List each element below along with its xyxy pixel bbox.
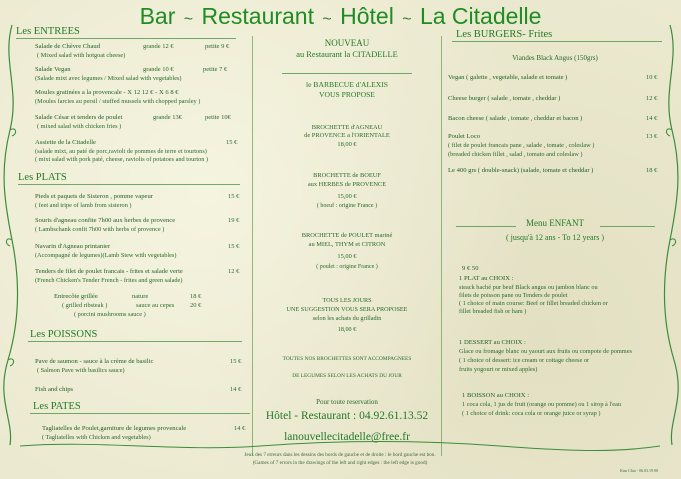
item-price: 12 € bbox=[646, 95, 658, 102]
item-price: 15 € bbox=[226, 139, 238, 146]
menu-item-name: Salade de Chèvre Chaud bbox=[35, 43, 101, 50]
menu-item-name: Salade César et tenders de poulet bbox=[35, 114, 123, 121]
menu-item-translation: ( Lambschank confit 7h00 with herbs of provence ) bbox=[35, 226, 165, 233]
menu-item-translation: (breaded chicken fillet , salad , tomato and coleslaw ) bbox=[448, 151, 583, 158]
footer-note: Jeux des 7 erreurs dans les dessins des bords de gauche et de droite : le bord gauche est bon. bbox=[244, 452, 436, 458]
item-price: grande 13€ bbox=[153, 114, 183, 121]
item-price: 14 € bbox=[646, 115, 658, 122]
brochette-agneau-name: BROCHETTE d'AGNEAU bbox=[311, 124, 383, 131]
menu-item-name: Souris d'agneau confite 7h00 aux herbes de provence bbox=[35, 217, 176, 224]
nouveau-subheading: au Restaurant la CITADELLE bbox=[296, 50, 398, 59]
enfant-subheading: ( jusqu'à 12 ans - To 12 years ) bbox=[505, 233, 605, 242]
poissons-rule bbox=[28, 341, 242, 342]
enfant-dessert-line: Glace ou fromage blanc ou yaourt aux fruits ou compote de pommes bbox=[459, 348, 632, 355]
menu-item-name: Assiette de la Citadelle bbox=[35, 139, 96, 146]
brochette-agneau-detail: de PROVENCE a l'ORIENTALE bbox=[304, 132, 390, 139]
item-price: 19 € bbox=[228, 217, 240, 224]
menu-item-name: Tenders de filet de poulet francais - frites et salade verte bbox=[35, 268, 183, 275]
footer-credit: Kim Chia - 06.03.19.90 bbox=[620, 468, 658, 473]
title-separator: ~ bbox=[183, 11, 194, 28]
enfant-plat-line: filets de poisson pane ou Tenders de poulet bbox=[459, 292, 568, 299]
bottom-ornament bbox=[20, 440, 660, 452]
item-price: grande 12 € bbox=[143, 43, 174, 50]
menu-item-translation: (Accompagné de legumes)(Lamb Stew with vegetables) bbox=[35, 252, 177, 259]
footer-note-translation: (Games of 7 errors in the drawings of the left and right edges : the left edge is good) bbox=[252, 460, 428, 466]
right-border-ornament bbox=[660, 20, 681, 450]
burgers-heading: Les BURGERS- Frites bbox=[456, 29, 553, 40]
title-separator: ~ bbox=[322, 11, 332, 28]
title-bar: Bar bbox=[139, 3, 176, 29]
menu-item-translation: (salade mixt, au paté de porc,ravioli de pommes de terre et tourtons) bbox=[35, 148, 207, 155]
title-citadelle: La Citadelle bbox=[419, 3, 542, 29]
menu-item-name: Poulet Loco bbox=[448, 133, 481, 140]
item-option: nature bbox=[132, 293, 149, 300]
title-separator: ~ bbox=[402, 11, 412, 28]
enfant-boisson-line: 1 coca cola, 1 jus de fruit (orange ou pomme) ou 1 sirop à l'eau bbox=[462, 401, 622, 408]
item-price: 12 € bbox=[228, 268, 240, 275]
menu-item-name: Cheese burger ( salade , tomate , cheddar ) bbox=[448, 95, 561, 102]
menu-item-translation: ( Tagliatelles with Chicken and vegetables) bbox=[42, 434, 151, 441]
enfant-dessert-line: ( 1 choice of dessert: ice cream or cottage cheese or bbox=[459, 357, 590, 364]
item-price: 18 € bbox=[190, 293, 202, 300]
enfant-plat-line: fillet breaded fish or ham ) bbox=[459, 308, 527, 315]
brochette-poulet-detail: au MIEL, THYM et CITRON bbox=[308, 241, 386, 248]
reservation-label: Pour toute reservation bbox=[316, 398, 378, 406]
item-price: 15 € bbox=[228, 193, 240, 200]
menu-item-translation: ( porcini mushrooms sauce ) bbox=[74, 311, 146, 318]
suggestion-subtitle: UNE SUGGESTION VOUS SERA PROPOSEE bbox=[286, 306, 408, 313]
menu-item-translation: ( grilled ribsteak ) bbox=[62, 302, 108, 309]
barbecue-title: le BARBECUE d'ALEXIS bbox=[306, 80, 388, 89]
phone-number: Hôtel - Restaurant : 04.92.61.13.52 bbox=[265, 410, 429, 422]
suggestion-title: TOUS LES JOURS bbox=[322, 297, 372, 304]
email-address: lanouvellecitadelle@free.fr bbox=[284, 431, 410, 443]
menu-item-translation: (Salade mixt avec legumes / Mixed salad with vegetables) bbox=[35, 75, 182, 82]
pates-rule bbox=[30, 413, 250, 414]
item-price: petite 9 € bbox=[205, 43, 230, 50]
brochette-boeuf-origin: ( boeuf : origine France ) bbox=[316, 203, 378, 209]
menu-item-translation: ( filet de poulet francais pane , salade , tomate , coleslaw ) bbox=[448, 142, 595, 149]
item-option: sauce au cepes bbox=[136, 302, 175, 309]
title-hotel: Hôtel bbox=[340, 3, 394, 29]
item-price: grande 10 € bbox=[143, 66, 174, 73]
item-price: 13 € bbox=[646, 133, 658, 140]
menu-item-translation: ( mixed salad with chicken fries ) bbox=[37, 123, 122, 130]
page-title bbox=[0, 3, 681, 30]
item-price: 20 € bbox=[190, 302, 202, 309]
enfant-plat-line: ( 1 choice of main course: Beef or fillet breaded chicken or bbox=[459, 300, 608, 307]
enfant-plat-line: steack haché pur beuf Black angus ou jambon blanc ou bbox=[459, 284, 598, 291]
burgers-subheading: Viandes Black Angus (150grs) bbox=[512, 54, 598, 62]
menu-item-name: Salade Vegan bbox=[35, 66, 71, 73]
column-divider-right bbox=[441, 36, 442, 456]
menu-item-name: Tagliatelles de Poulet,garniture de legumes provencale bbox=[42, 425, 187, 432]
brochette-poulet-name: BROCHETTE de POULET mariné bbox=[301, 232, 393, 239]
item-price: 14 € bbox=[230, 386, 242, 393]
barbecue-rule bbox=[282, 73, 412, 74]
enfant-dessert-line: fruits yogourt or mixed apples) bbox=[459, 366, 538, 373]
menu-item-translation: ( feet and tripe of lamb from sisteron ) bbox=[35, 202, 132, 209]
entrees-rule bbox=[16, 38, 236, 39]
poissons-heading: Les POISSONS bbox=[30, 329, 98, 340]
suggestion-price: 18,00 € bbox=[337, 326, 357, 333]
enfant-boisson-heading: 1 BOISSON au CHOIX : bbox=[462, 392, 530, 399]
brochette-poulet-price: 15,00 € bbox=[337, 253, 357, 260]
menu-item-name: Vegan ( galette , vegetable, salade et tomate ) bbox=[448, 74, 568, 81]
entrees-heading: Les ENTREES bbox=[16, 26, 80, 37]
column-divider-left bbox=[252, 36, 253, 456]
item-price: 14 € bbox=[234, 425, 246, 432]
enfant-plat-heading: 1 PLAT au CHOIX : bbox=[459, 275, 514, 282]
menu-item-translation: ( Mixed salad with hotgoat cheese) bbox=[37, 52, 126, 59]
left-border-ornament bbox=[0, 20, 22, 450]
menu-item-translation: (Moules farcies au persil / stuffed mussels with chopped parsley ) bbox=[35, 98, 201, 105]
menu-item-name: Entrecôte grillée bbox=[54, 293, 98, 300]
enfant-price: 9 € 50 bbox=[462, 265, 479, 272]
title-restaurant: Restaurant bbox=[201, 3, 314, 29]
nouveau-heading: NOUVEAU bbox=[324, 38, 370, 48]
item-price: 10 € bbox=[646, 74, 658, 81]
plats-rule bbox=[18, 184, 240, 185]
menu-item-name: Bacon cheese ( salade , tomate , cheddar et bacon ) bbox=[448, 115, 583, 122]
brochette-agneau-price: 18,00 € bbox=[337, 141, 357, 148]
menu-item-translation: ( Salmon Pave with basilics sauce) bbox=[37, 367, 125, 374]
item-price: petite 7 € bbox=[203, 66, 228, 73]
menu-item-name: Fish and chips bbox=[35, 386, 74, 393]
enfant-rule-right bbox=[600, 226, 655, 227]
barbecue-subtitle: VOUS PROPOSE bbox=[319, 90, 375, 99]
menu-item-translation: (French Chicken's Tender French - frites and green salade) bbox=[35, 277, 183, 284]
accompaniment-note-2: DE LEGUMES SELON LES ACHATS DU JOUR bbox=[292, 373, 402, 379]
menu-item-name: Moules gratinées a la provencale - X 12 12 € - X 6 8 € bbox=[35, 89, 179, 96]
item-price: petite 10€ bbox=[205, 114, 231, 121]
pates-heading: Les PATES bbox=[33, 401, 81, 412]
brochette-boeuf-name: BROCHETTE de BOEUF bbox=[313, 172, 381, 179]
brochette-boeuf-detail: aux HERBES de PROVENCE bbox=[307, 181, 387, 188]
brochette-boeuf-price: 15,00 € bbox=[337, 193, 357, 200]
menu-item-name: Pieds et paquets de Sisteron , pomme vapeur bbox=[35, 193, 153, 200]
plats-heading: Les PLATS bbox=[18, 172, 67, 183]
enfant-boisson-line: ( 1 choice of drink: coca cola or orange juice or syrap ) bbox=[462, 410, 601, 417]
accompaniment-note: TOUTES NOS BROCHETTES SONT ACCOMPAGNEES bbox=[282, 356, 412, 362]
burgers-rule bbox=[452, 41, 662, 42]
menu-item-translation: ( mixt salad with pork paté, cheese, raviolis of potatoes and tourton ) bbox=[35, 156, 209, 163]
menu-item-name: Le 400 grs ( double-snack) (salade, tomate et cheddar ) bbox=[448, 167, 594, 174]
enfant-heading: Menu ENFANT bbox=[525, 218, 585, 228]
item-price: 18 € bbox=[646, 167, 658, 174]
menu-item-name: Pave de saumon - sauce à la crème de basilic bbox=[35, 358, 154, 365]
item-price: 15 € bbox=[230, 358, 242, 365]
menu-item-name: Navarin d'Agneau printanier bbox=[35, 243, 111, 250]
brochette-poulet-origin: ( poulet : origine France ) bbox=[316, 264, 378, 270]
suggestion-detail: selon les achats du grilladin bbox=[312, 315, 382, 322]
enfant-dessert-heading: 1 DESSERT au CHOIX : bbox=[459, 339, 526, 346]
item-price: 15 € bbox=[228, 243, 240, 250]
